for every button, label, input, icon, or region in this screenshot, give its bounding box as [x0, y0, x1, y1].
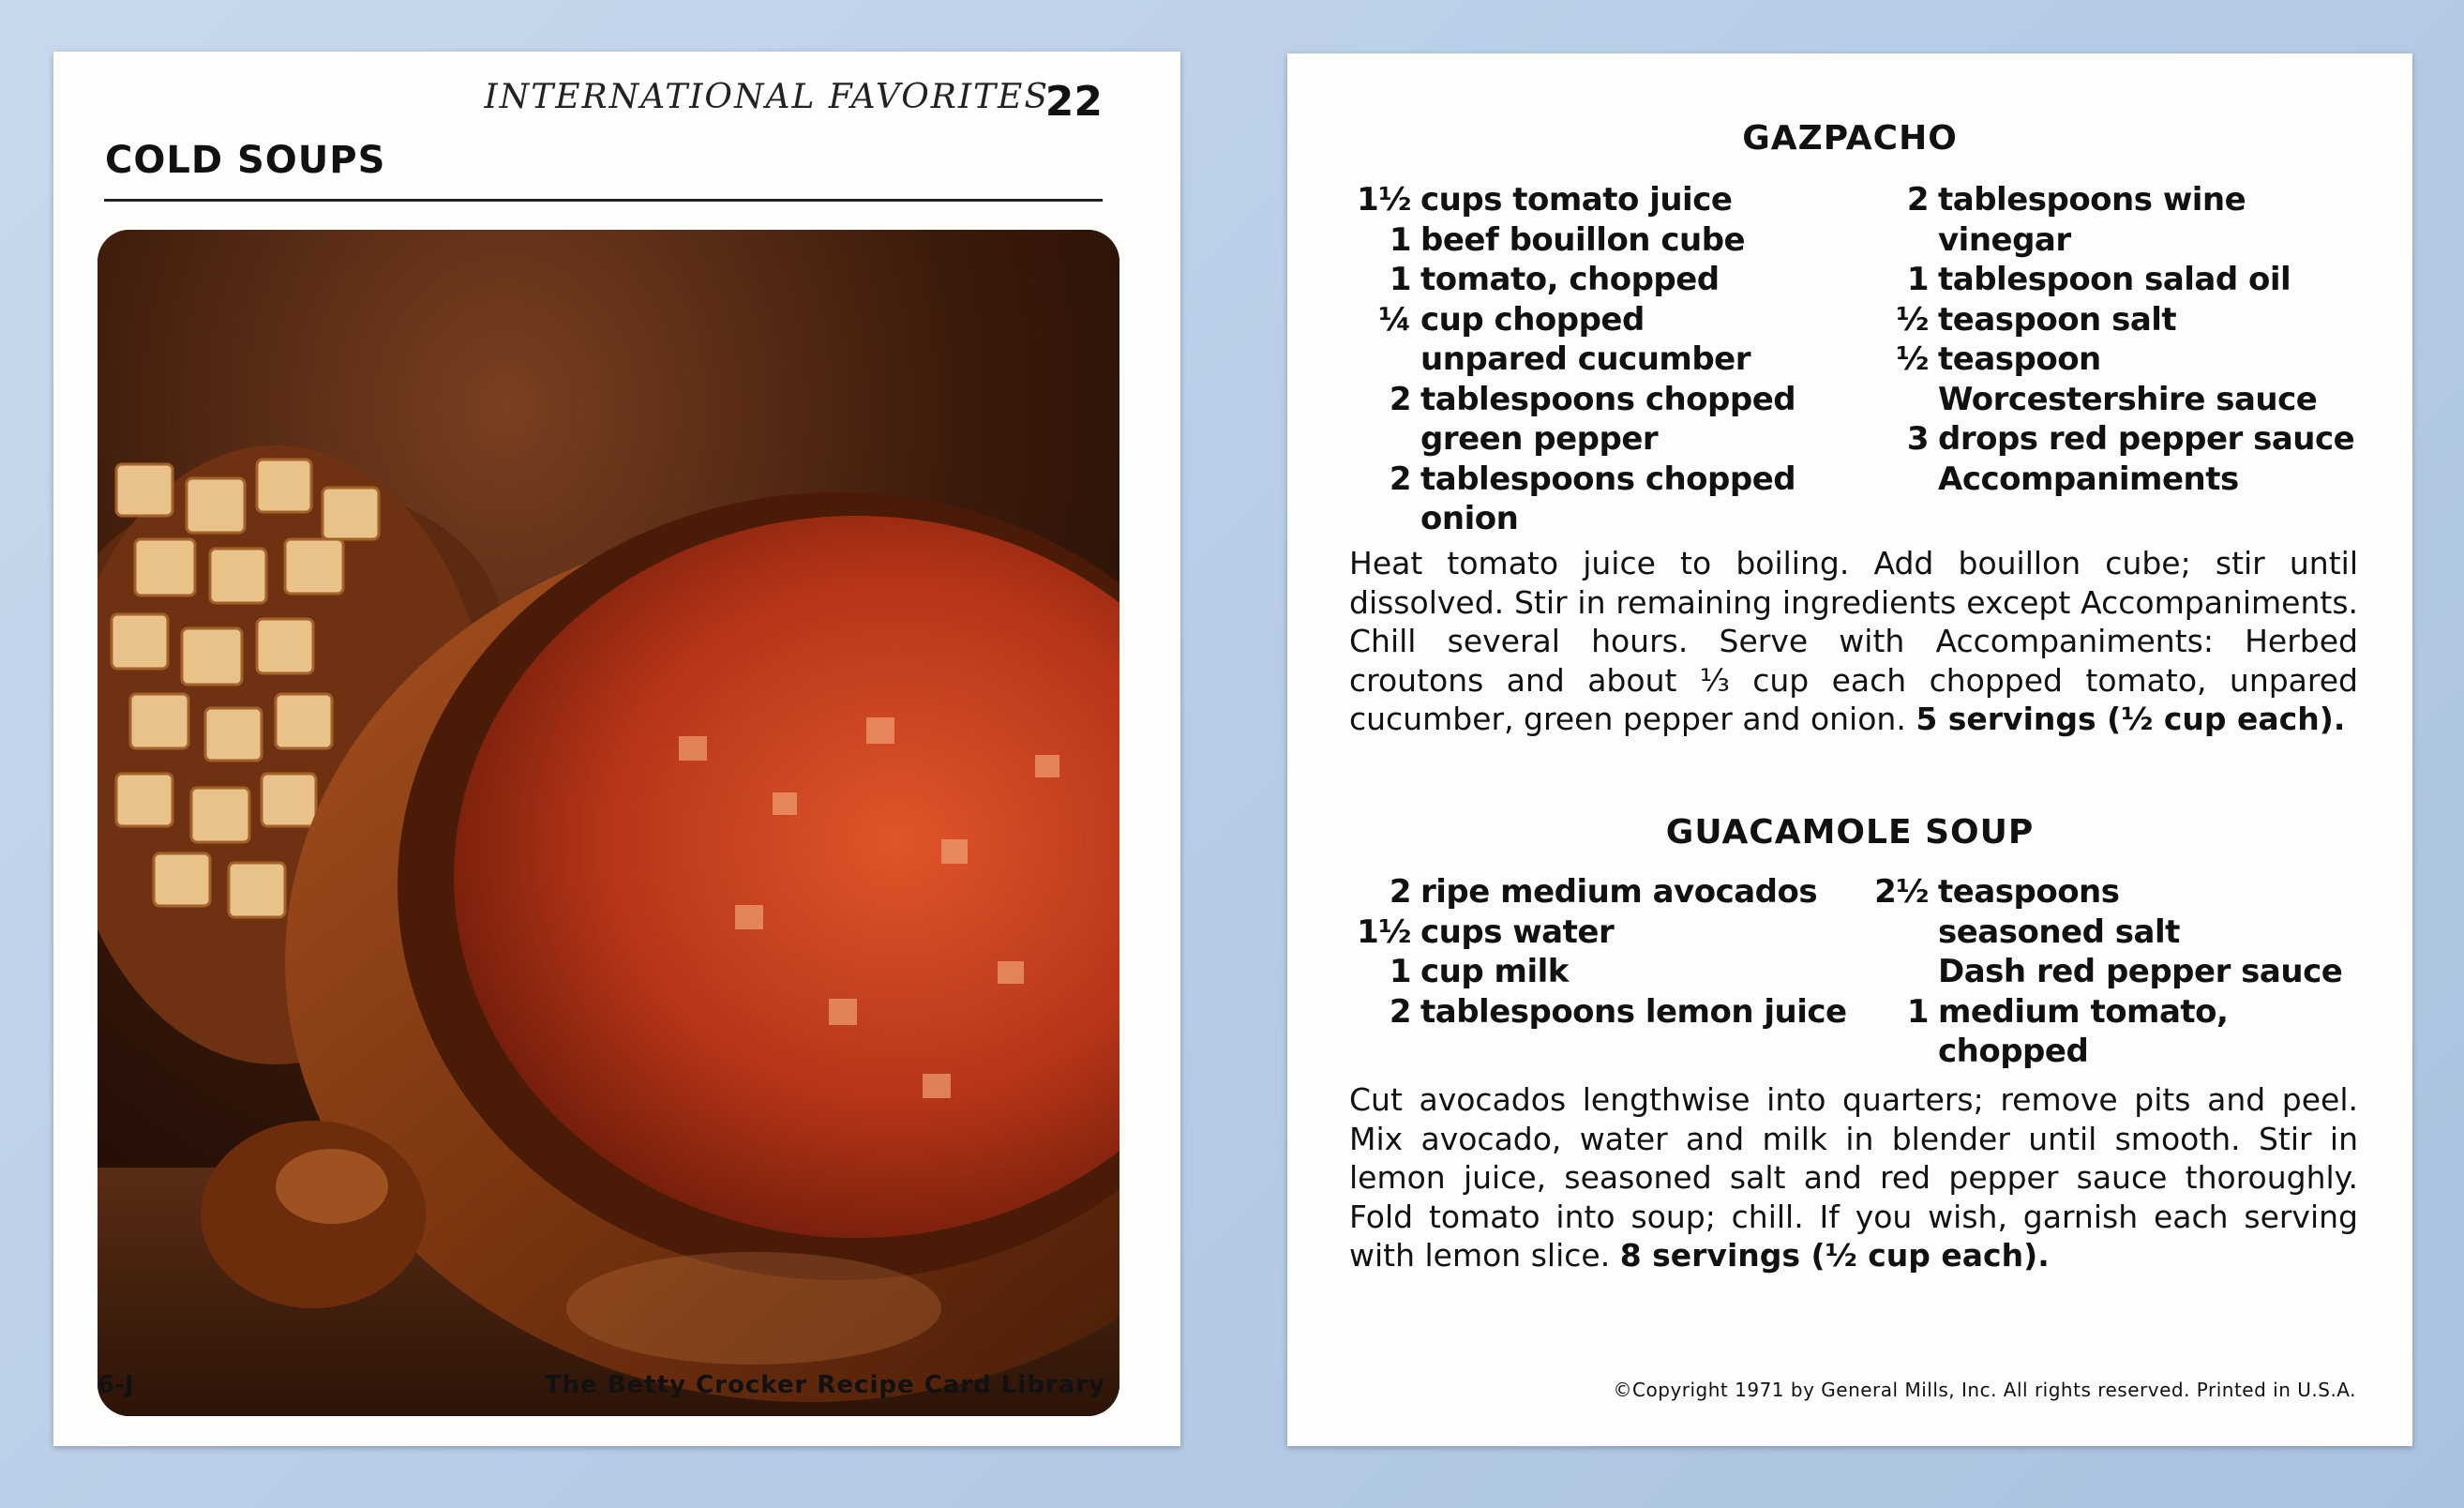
- gazpacho-ingredients-right: [1861, 180, 2367, 499]
- guacamole-title: GUACAMOLE SOUP: [1665, 813, 2035, 852]
- ingredient-line: 2½ teaspoons seasoned salt: [1874, 873, 2180, 951]
- soup-bowl-illustration: [98, 230, 1119, 1416]
- ingredient-line: ¼ cup chopped unpared cucumber: [1378, 300, 1751, 378]
- title-rule: [104, 199, 1103, 202]
- ingredient-line: 1 beef bouillon cube: [1389, 220, 1746, 259]
- guacamole-method-text: Cut avocados lengthwise into quarters; remove pits and peel. Mix avocado, water and milk in blender until smooth. Stir in lemon juice, seasoned salt and red pepper sauce thoroughly. Fold tomato into soup; chill. If you wish, garnish each serving with lemon slice.: [1349, 1081, 2358, 1274]
- ingredient-line: 2 tablespoons lemon juice: [1389, 992, 1847, 1031]
- ingredient-line: 1 medium tomato, chopped: [1906, 992, 2229, 1070]
- gazpacho-method-text: Heat tomato juice to boiling. Add bouillon cube; stir until dissolved. Stir in remaining ingredients except Accompaniments. Chill several hours. Serve with Accompaniments: Herbed croutons and about ⅓ cup each chopped tomato, unpared cucumber, green pepper and onion.: [1349, 545, 2358, 737]
- gazpacho-title: GAZPACHO: [1742, 119, 1958, 158]
- section-title: COLD SOUPS: [105, 139, 386, 182]
- ingredient-line: Accompaniments: [1938, 460, 2239, 498]
- ingredient-line: 1 tomato, chopped: [1389, 261, 1720, 298]
- guacamole-method: [1349, 1080, 2358, 1275]
- soup-photo: [98, 230, 1119, 1416]
- recipe-card-front: [53, 52, 1180, 1446]
- card-number: 22: [1044, 78, 1103, 126]
- ingredient-line: Dash red pepper sauce: [1938, 953, 2343, 990]
- guacamole-ingredients-left: [1344, 872, 1850, 1032]
- ingredient-line: 2 ripe medium avocados: [1389, 873, 1818, 911]
- card-code: 6-J: [98, 1371, 134, 1399]
- ingredient-line: 3 drops red pepper sauce: [1906, 420, 2355, 458]
- ingredient-line: 1½ cups water: [1357, 912, 1615, 951]
- gazpacho-method: [1349, 544, 2358, 739]
- ingredient-line: 1 tablespoon salad oil: [1906, 261, 2291, 298]
- guacamole-yield: 8 servings (½ cup each).: [1619, 1237, 2050, 1274]
- ingredient-line: 2 tablespoons wine vinegar: [1906, 181, 2246, 259]
- ingredient-line: 1 cup milk: [1389, 953, 1569, 990]
- ingredient-line: ½ teaspoon salt: [1896, 300, 2177, 339]
- recipe-card-back: [1287, 53, 2412, 1446]
- ingredient-line: 2 tablespoons chopped green pepper: [1389, 380, 1796, 458]
- library-name: The Betty Crocker Recipe Card Library: [544, 1371, 1105, 1399]
- guacamole-ingredients-right: [1861, 872, 2367, 1072]
- ingredient-line: ½ teaspoon Worcestershire sauce: [1896, 340, 2318, 418]
- ingredient-line: 1½ cups tomato juice: [1357, 181, 1733, 219]
- ingredient-line: 2 tablespoons chopped onion: [1389, 460, 1796, 537]
- series-title: INTERNATIONAL FAVORITES: [484, 78, 1049, 116]
- copyright-notice: ©Copyright 1971 by General Mills, Inc. All rights reserved. Printed in U.S.A.: [1613, 1379, 2356, 1401]
- gazpacho-ingredients-left: [1344, 180, 1812, 539]
- gazpacho-yield: 5 servings (½ cup each).: [1916, 701, 2346, 737]
